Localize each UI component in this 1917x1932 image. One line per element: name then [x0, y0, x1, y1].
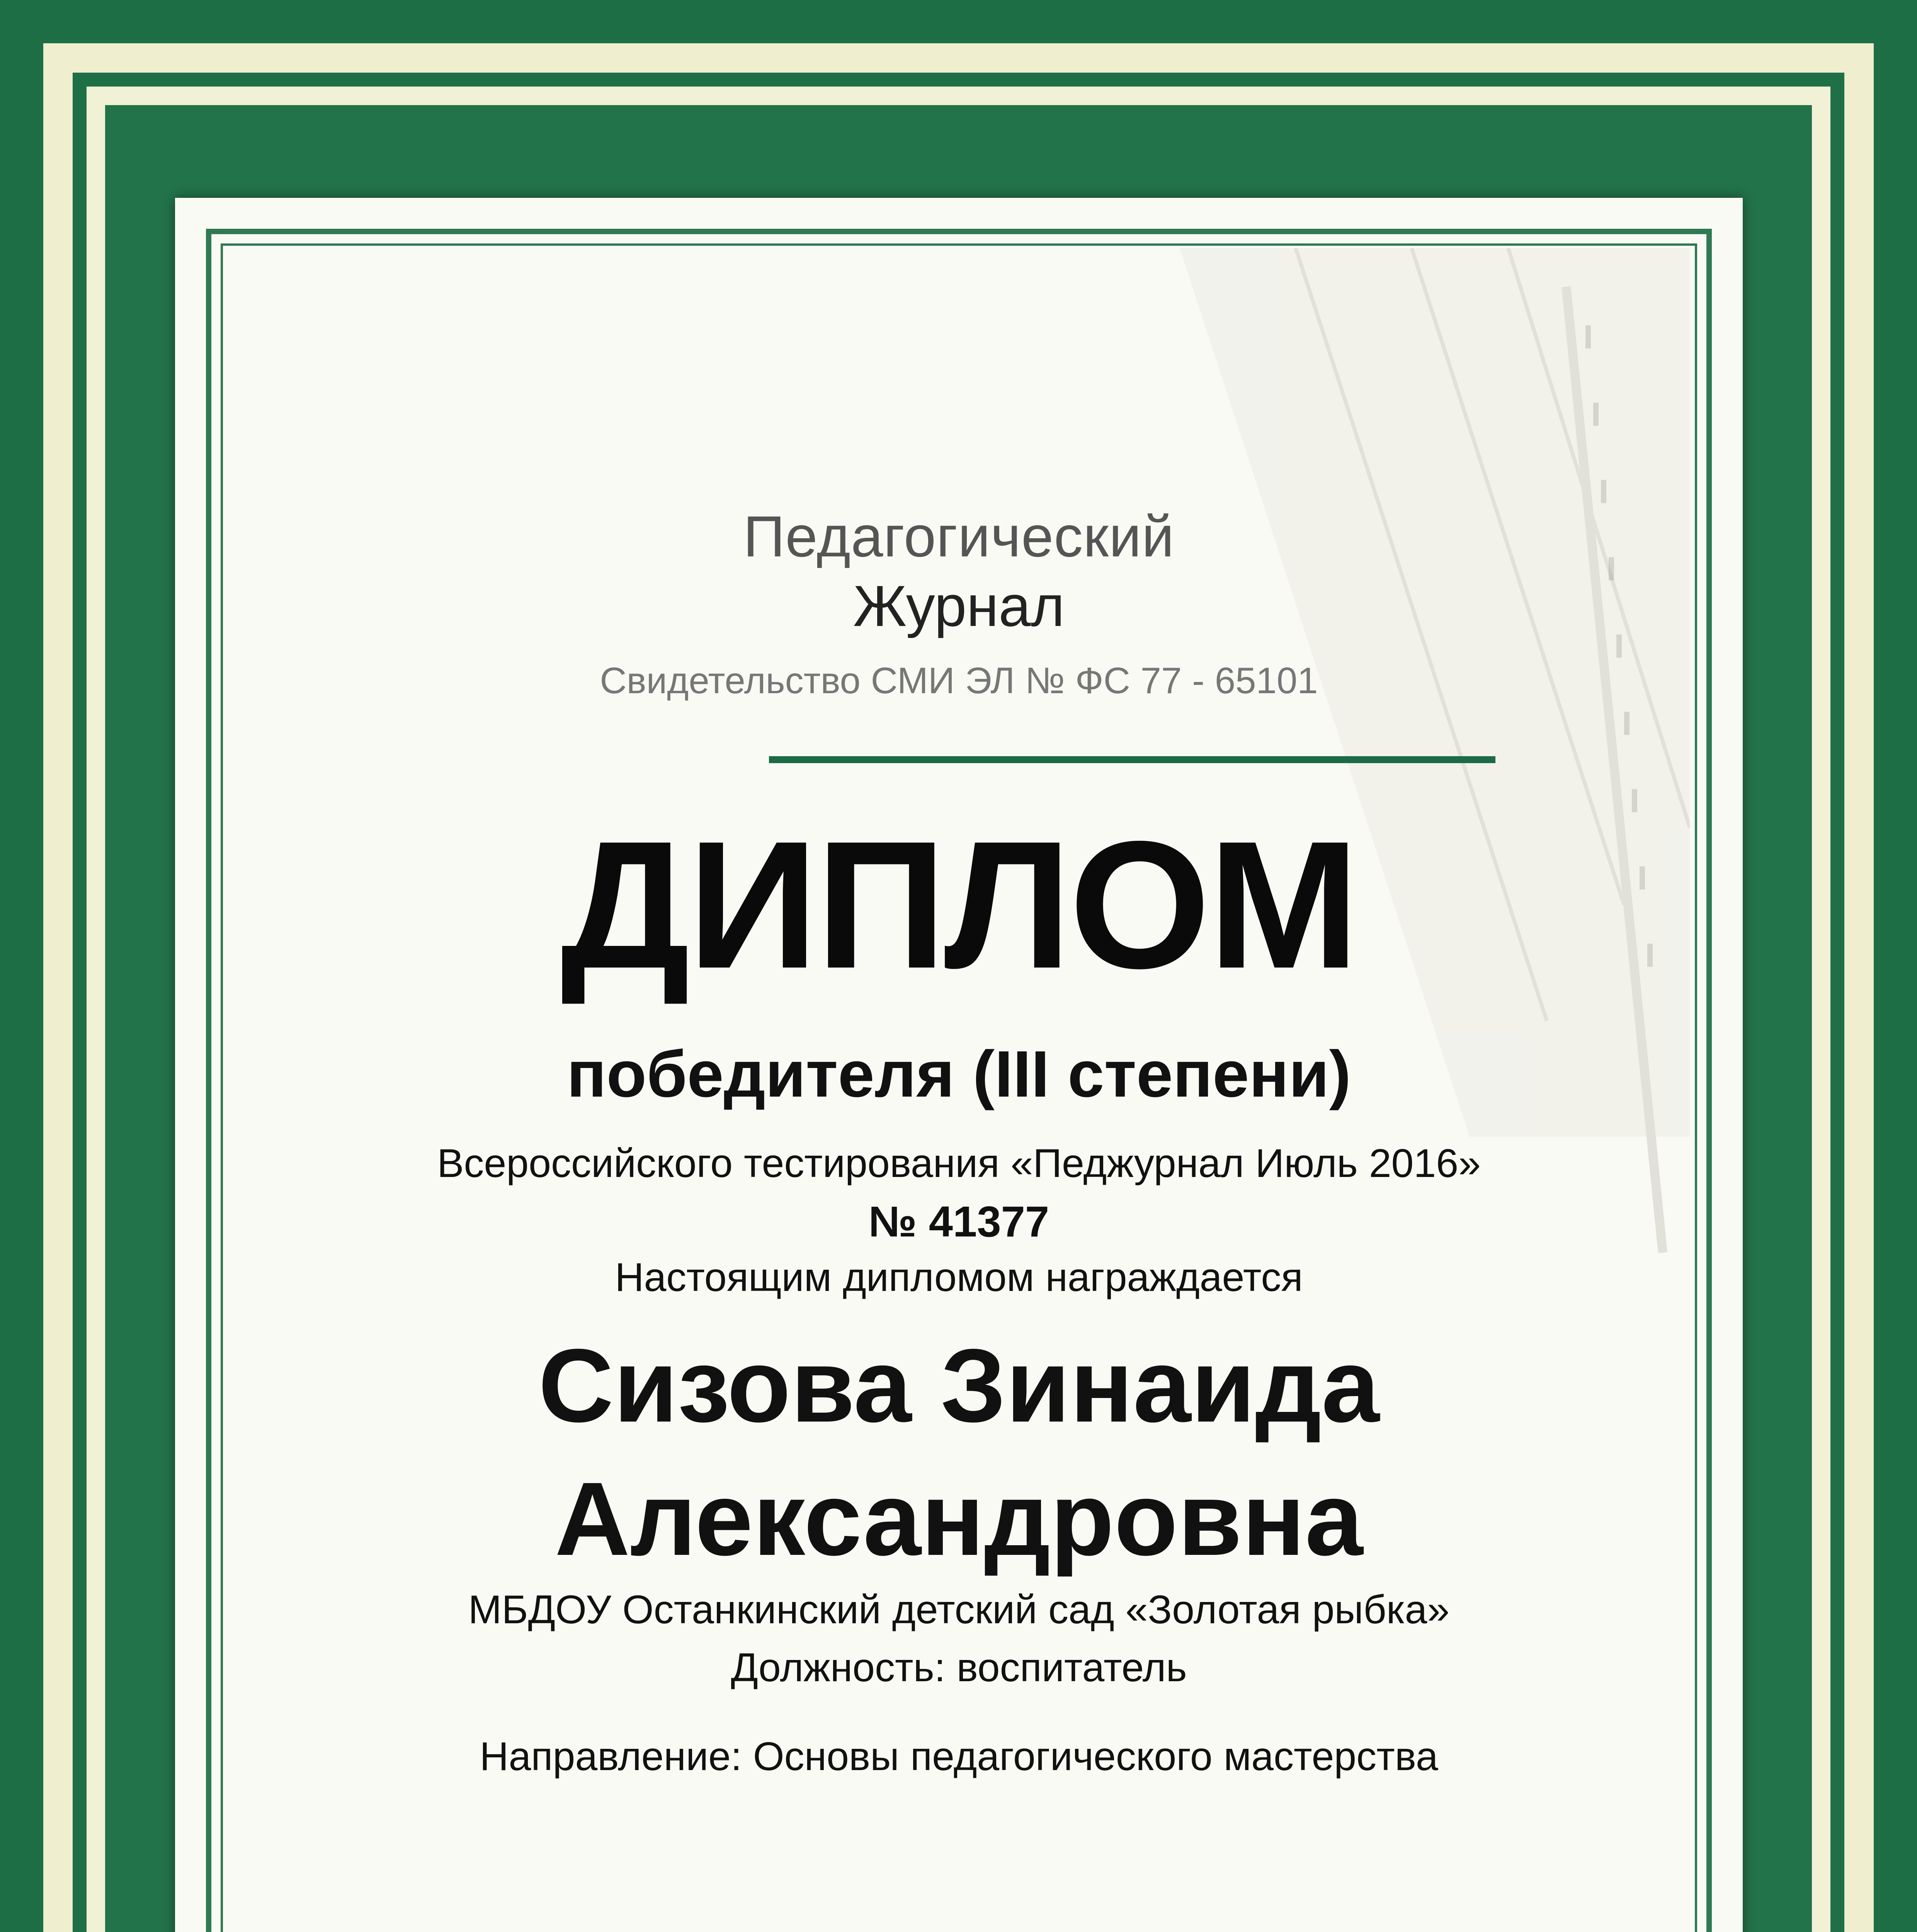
recipient-organization: МБДОУ Останкинский детский сад «Золотая рыбка» [468, 1587, 1450, 1632]
recipient-name-line1: Сизова Зинаида [538, 1328, 1379, 1444]
diploma-number: № 41377 [868, 1197, 1050, 1246]
recipient-position: Должность: воспитатель [731, 1645, 1187, 1690]
ruler-background-image [1064, 248, 1690, 1291]
journal-name-line1: Педагогический [743, 504, 1175, 569]
header-divider [769, 756, 1495, 763]
diploma-degree: победителя (III степени) [566, 1037, 1351, 1111]
awarded-text: Настоящим дипломом награждается [615, 1255, 1303, 1300]
journal-name-line2: Журнал [853, 573, 1065, 638]
competition-direction: Направление: Основы педагогического мастерства [480, 1734, 1438, 1779]
diploma-sheet [175, 198, 1743, 1932]
recipient-name-line2: Александровна [555, 1461, 1363, 1577]
media-certificate: Свидетельство СМИ ЭЛ № ФС 77 - 65101 [600, 660, 1318, 701]
diploma-title: ДИПЛОМ [560, 803, 1357, 1006]
testing-name: Всероссийского тестирования «Педжурнал Июль 2016» [437, 1141, 1481, 1186]
